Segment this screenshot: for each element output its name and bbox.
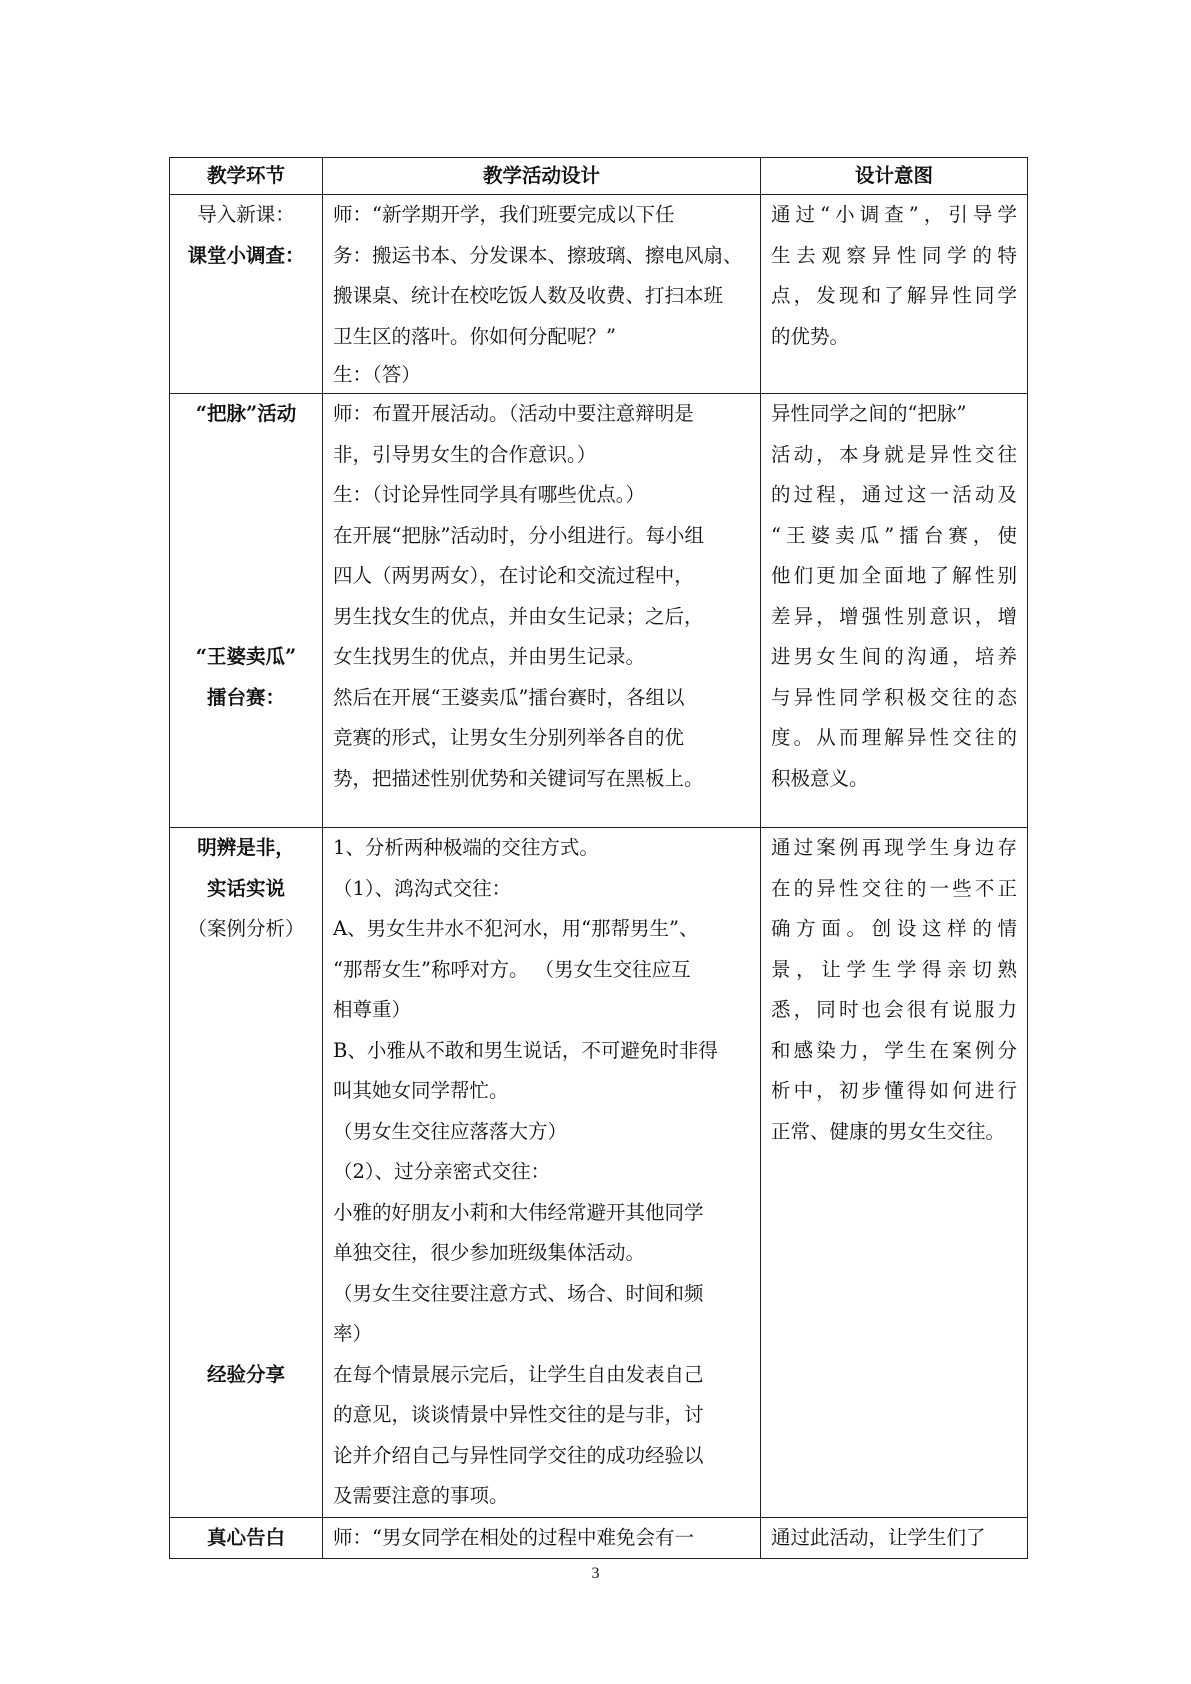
intent-line: 景，让学生学得亲切熟 [771,957,1017,981]
activity-line: （男女生交往要注意方式、场合、时间和频 [333,1281,704,1305]
activity-line: 师：布置开展活动。（活动中要注意辩明是 [333,402,694,425]
activity-line: （男女生交往应落落大方） [333,1119,568,1143]
intent-line: 与异性同学积极交往的态 [771,685,1017,709]
segment-label: 导入新课： [197,203,295,226]
header-activity: 教学活动设计 [323,158,761,195]
intent-line: 析中，初步懂得如何进行 [771,1079,1017,1102]
activity-line: 及需要注意的事项。 [333,1484,509,1507]
table-row [170,1517,1028,1559]
intent-line: 活动，本身就是异性交往 [771,442,1017,466]
activity-line: B、小雅从不敢和男生说话，不可避免时非得 [333,1038,718,1062]
segment-label: “把脉”活动 [195,402,297,425]
intent-line: 他们更加全面地了解性别 [771,564,1017,587]
segment-label: 实话实说 [206,876,285,900]
intent-line: 正常、健康的男女生交往。 [771,1119,1006,1143]
activity-line: 相尊重） [333,998,412,1021]
intent-line: 悉，同时也会很有说服力 [771,998,1017,1021]
table-header-row [170,158,1028,195]
segment-cell [170,1517,323,1559]
intent-line: 积极意义。 [771,766,869,790]
activity-line: （2）、过分亲密式交往： [333,1160,551,1183]
activity-line: 论并介绍自己与异性同学交往的成功经验以 [333,1443,704,1467]
segment-cell [170,394,323,828]
segment-label: 课堂小调查： [187,243,305,267]
activity-cell [323,394,761,828]
activity-line: 1、分析两种极端的交往方式。 [333,836,599,859]
intent-line: 通过“小调查”，引导学 [771,203,1017,226]
table-row [170,828,1028,1518]
activity-line: 然后在开展“王婆卖瓜”擂台赛时，各组以 [333,685,685,709]
activity-line: 男生找女生的优点，并由女生记录；之后， [333,604,704,628]
page-number: 3 [591,1565,600,1582]
intent-cell [761,195,1028,394]
table-row [170,195,1028,394]
segment-label: 经验分享 [206,1362,285,1386]
intent-line: 进男女生间的沟通，培养 [771,645,1017,668]
activity-line: 师：“男女同学在相处的过程中难免会有一 [333,1525,694,1549]
lesson-plan-table [169,157,1028,1559]
intent-line: 的过程，通过这一活动及 [771,483,1017,506]
activity-line: 非，引导男女生的合作意识。） [333,442,597,466]
activity-line: （1）、鸿沟式交往： [333,876,512,900]
activity-line: A、男女生井水不犯河水，用“那帮男生”、 [333,917,699,940]
activity-cell [323,195,761,394]
header-segment: 教学环节 [170,158,323,195]
activity-line: 四人（两男两女），在讨论和交流过程中， [333,564,694,587]
header-intent: 设计意图 [761,158,1028,195]
activity-cell [323,1517,761,1559]
segment-label: 擂台赛： [206,685,285,709]
activity-line: 搬课桌、统计在校吃饭人数及收费、打扫本班 [333,284,724,307]
activity-line: 单独交往，很少参加班级集体活动。 [333,1241,646,1264]
intent-line: 通过案例再现学生身边存 [771,836,1017,859]
intent-line: 通过此活动，让学生们了 [771,1525,986,1549]
activity-line: 生：（讨论异性同学具有哪些优点。） [333,483,646,506]
activity-line: “那帮女生”称呼对方。 （男女生交往应互 [333,957,691,981]
activity-line: 叫其她女同学帮忙。 [333,1079,509,1102]
activity-line: 率） [333,1322,373,1345]
activity-line: 务：搬运书本、分发课本、擦玻璃、擦电风扇、 [333,243,743,267]
intent-line: 的优势。 [771,324,850,348]
activity-cell [323,828,761,1518]
segment-label: 明辨是非， [197,836,295,859]
activity-line: 卫生区的落叶。你如何分配呢？” [333,324,616,348]
intent-line: 度。从而理解异性交往的 [771,726,1017,749]
intent-line: 生去观察异性同学的特 [771,243,1017,267]
segment-label: （案例分析） [187,917,305,940]
activity-line: 势，把描述性别优势和关键词写在黑板上。 [333,766,704,790]
segment-label: 真心告白 [206,1525,285,1549]
activity-line: 在每个情景展示完后，让学生自由发表自己 [333,1362,704,1386]
intent-line: 异性同学之间的“把脉” [771,402,967,425]
activity-line: 小雅的好朋友小莉和大伟经常避开其他同学 [333,1200,704,1224]
intent-line: 在的异性交往的一些不正 [771,876,1017,900]
intent-line: 和感染力，学生在案例分 [771,1038,1017,1062]
segment-label: “王婆卖瓜” [195,645,297,668]
segment-cell [170,828,323,1518]
intent-line: 确方面。创设这样的情 [771,917,1017,940]
intent-cell [761,1517,1028,1559]
activity-line: 师：“新学期开学，我们班要完成以下任 [333,203,675,226]
activity-line: 生：（答） [333,363,421,386]
intent-line: 差异，增强性别意识，增 [771,604,1017,628]
activity-line: 的意见，谈谈情景中异性交往的是与非，讨 [333,1403,704,1426]
activity-line: 竞赛的形式，让男女生分别列举各自的优 [333,726,685,749]
intent-cell [761,828,1028,1518]
intent-line: “王婆卖瓜”擂台赛，使 [771,523,1017,547]
segment-cell [170,195,323,394]
activity-line: 女生找男生的优点，并由男生记录。 [333,645,646,668]
intent-cell [761,394,1028,828]
activity-line: 在开展“把脉”活动时，分小组进行。每小组 [333,523,704,547]
table-row [170,394,1028,828]
intent-line: 点，发现和了解异性同学 [771,284,1017,307]
